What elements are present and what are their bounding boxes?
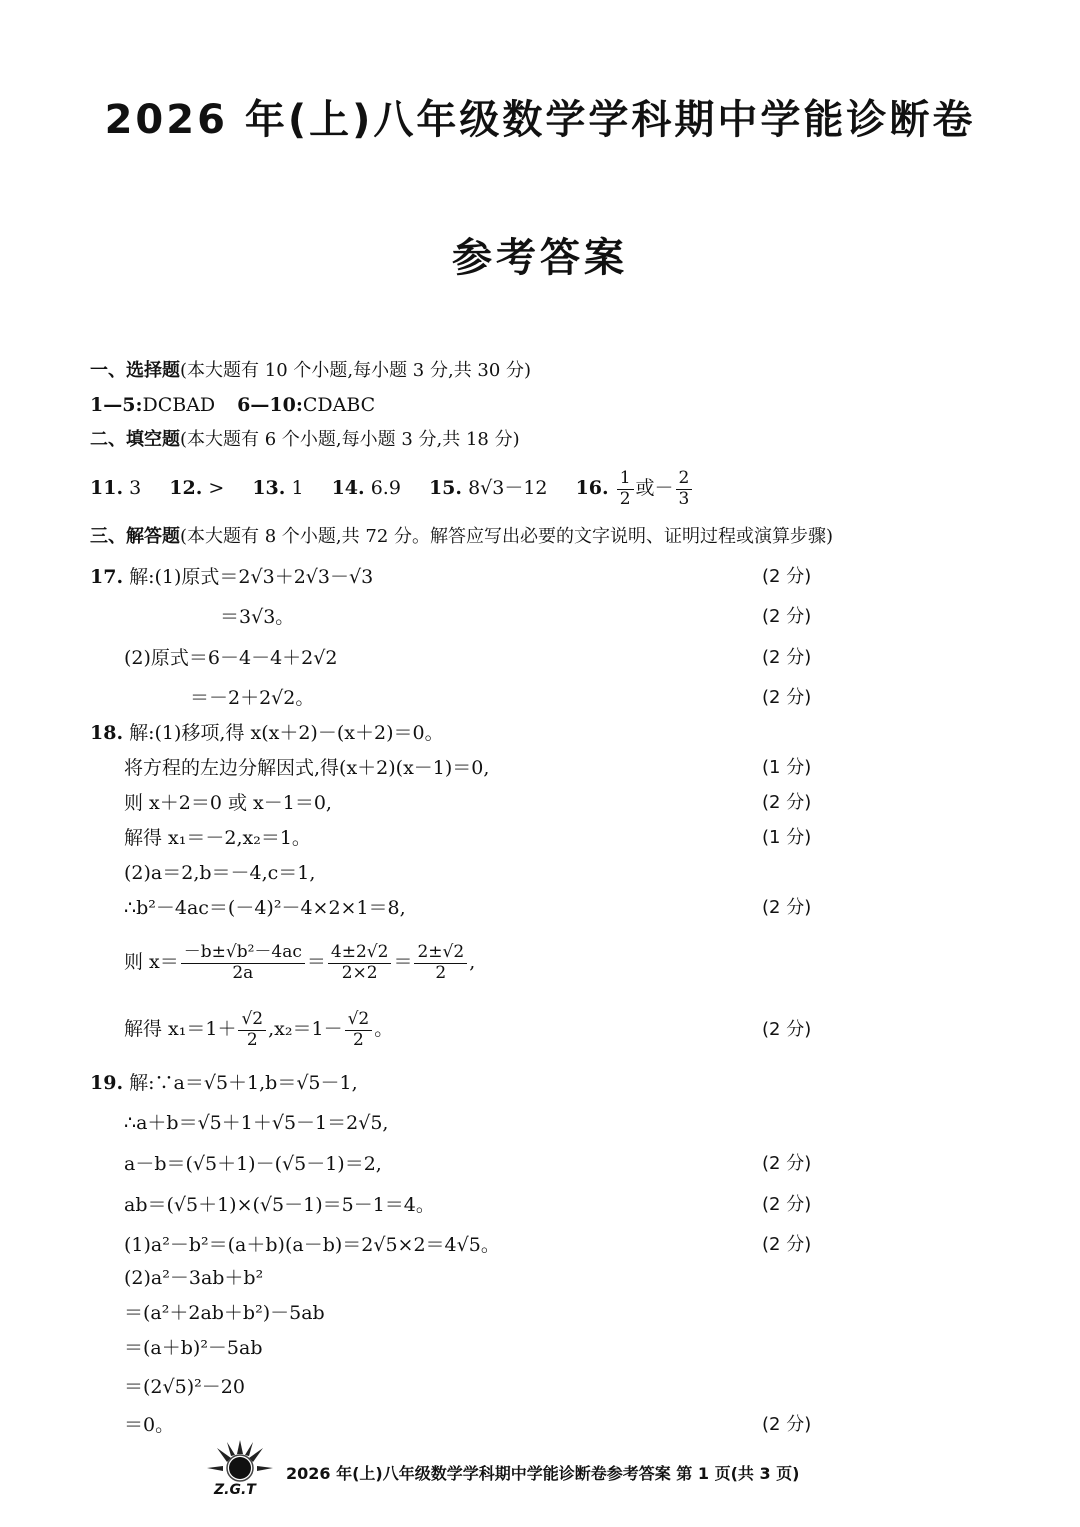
- q19-score10: (2 分): [762, 1414, 812, 1435]
- range1-answers: DCBAD: [142, 394, 216, 416]
- q19-line10: ＝0。: [124, 1414, 175, 1436]
- section3-title: 三、解答题: [90, 526, 180, 547]
- q18-formula-fraction: $\frac{\text{－b±√b²－4ac}}{2a}$: [181, 943, 305, 983]
- q19-number: 19.: [90, 1072, 124, 1094]
- q19-line4: ab＝(√5＋1)×(√5－1)＝5－1＝4。: [124, 1194, 435, 1216]
- q18-line8: 解得 x₁＝1＋ $\frac{√2}{2}$ ,x₂＝1－ $\frac{√2}{2}$ 。: [124, 1008, 394, 1050]
- q18-score8: (2 分): [762, 1019, 812, 1040]
- q18-number: 18.: [90, 722, 124, 744]
- q11-answer: 3: [129, 477, 142, 499]
- q19-line3: a－b＝(√5＋1)－(√5－1)＝2,: [124, 1153, 382, 1175]
- q13-number: 13.: [252, 477, 286, 499]
- q14-answer: 6.9: [370, 477, 401, 499]
- q18-line4: 解得 x₁＝－2,x₂＝1。: [124, 827, 311, 849]
- q19-line9: ＝(2√5)²－20: [124, 1376, 245, 1398]
- q19-score4: (2 分): [762, 1194, 812, 1215]
- q16-number: 16.: [575, 477, 609, 499]
- q19-line2: ∴a＋b＝√5＋1＋√5－1＝2√5,: [124, 1112, 389, 1134]
- section1-answers: [90, 390, 375, 420]
- q17-line1: 17. 解:(1)原式＝2√3＋2√3－√3: [90, 566, 374, 588]
- page-subtitle: 参考答案: [452, 235, 628, 281]
- section2-title: 二、填空题: [90, 429, 180, 450]
- q12-answer: >: [208, 477, 225, 499]
- q19-line8: ＝(a＋b)²－5ab: [124, 1337, 263, 1359]
- range2-answers: CDABC: [302, 394, 376, 416]
- q17-score2: (2 分): [762, 606, 812, 627]
- section3-heading: [90, 522, 833, 552]
- range2-label: 6—10:: [237, 394, 303, 416]
- q18-fraction-2: $\frac{4\pm 2√2}{2\times 2}$: [328, 943, 392, 983]
- q17-line3: (2)原式＝6－4－4＋2√2: [124, 647, 338, 669]
- section1-heading: [90, 356, 531, 386]
- publisher-logo-text: Z.G.T: [214, 1482, 256, 1498]
- q19-line6: (2)a²－3ab＋b²: [124, 1267, 264, 1289]
- q19-line1: 19. 解:∵a＝√5＋1,b＝√5－1,: [90, 1072, 358, 1094]
- q14-number: 14.: [331, 477, 365, 499]
- q16-fraction-2: $\frac{2}{3}$: [676, 469, 693, 509]
- q16-or: 或－: [635, 477, 674, 499]
- q17-score4: (2 分): [762, 687, 812, 708]
- q17-number: 17.: [90, 566, 124, 588]
- q18-score3: (2 分): [762, 792, 812, 813]
- q17-line2: ＝3√3。: [220, 606, 295, 628]
- q18-score2: (1 分): [762, 757, 812, 778]
- q18-line2: 将方程的左边分解因式,得(x＋2)(x－1)＝0,: [124, 757, 490, 779]
- section2-note: (本大题有 6 个小题,每小题 3 分,共 18 分): [180, 429, 520, 450]
- q18-root-fraction-2: $\frac{√2}{2}$: [345, 1010, 373, 1050]
- q16-fraction-1: $\frac{1}{2}$: [617, 469, 634, 509]
- q18-root-fraction-1: $\frac{√2}{2}$: [238, 1010, 266, 1050]
- q18-line3: 则 x＋2＝0 或 x－1＝0,: [124, 792, 332, 814]
- q18-score4: (1 分): [762, 827, 812, 848]
- q17-score1: (2 分): [762, 566, 812, 587]
- q17-score3: (2 分): [762, 647, 812, 668]
- q11-number: 11.: [90, 477, 124, 499]
- q19-score3: (2 分): [762, 1153, 812, 1174]
- range1-label: 1—5:: [90, 394, 143, 416]
- section2-heading: [90, 425, 520, 455]
- q18-line1: 18. 解:(1)移项,得 x(x＋2)－(x＋2)＝0。: [90, 722, 444, 744]
- q18-line6: ∴b²－4ac＝(－4)²－4×2×1＝8,: [124, 897, 406, 919]
- q18-line5: (2)a＝2,b＝－4,c＝1,: [124, 862, 316, 884]
- q18-score6: (2 分): [762, 897, 812, 918]
- q18-line7: 则 x＝ $\frac{\text{－b±√b²－4ac}}{2a}$ ＝ $\frac{4\pm 2√2}{2\times 2}$ ＝ $\frac{2\pm√2}{2}$ ,: [124, 941, 476, 983]
- q17-line4: ＝－2＋2√2。: [190, 687, 315, 709]
- section3-note: (本大题有 8 个小题,共 72 分。解答应写出必要的文字说明、证明过程或演算步骤): [180, 526, 834, 547]
- section1-title: 一、选择题: [90, 360, 180, 381]
- q15-number: 15.: [428, 477, 463, 499]
- section2-answers: [90, 466, 694, 510]
- page-title: 2026 年(上)八年级数学学科期中学能诊断卷: [104, 97, 976, 143]
- q19-line7: ＝(a²＋2ab＋b²)－5ab: [124, 1302, 325, 1324]
- q15-answer: 8√3－12: [468, 477, 548, 499]
- page-footer: 2026 年(上)八年级数学学科期中学能诊断卷参考答案 第 1 页(共 3 页): [286, 1464, 800, 1483]
- q19-score5: (2 分): [762, 1234, 812, 1255]
- q19-line5: (1)a²－b²＝(a＋b)(a－b)＝2√5×2＝4√5。: [124, 1234, 500, 1256]
- q18-fraction-3: $\frac{2\pm√2}{2}$: [414, 943, 467, 983]
- q12-number: 12.: [169, 477, 203, 499]
- q13-answer: 1: [291, 477, 304, 499]
- section1-note: (本大题有 10 个小题,每小题 3 分,共 30 分): [180, 360, 532, 381]
